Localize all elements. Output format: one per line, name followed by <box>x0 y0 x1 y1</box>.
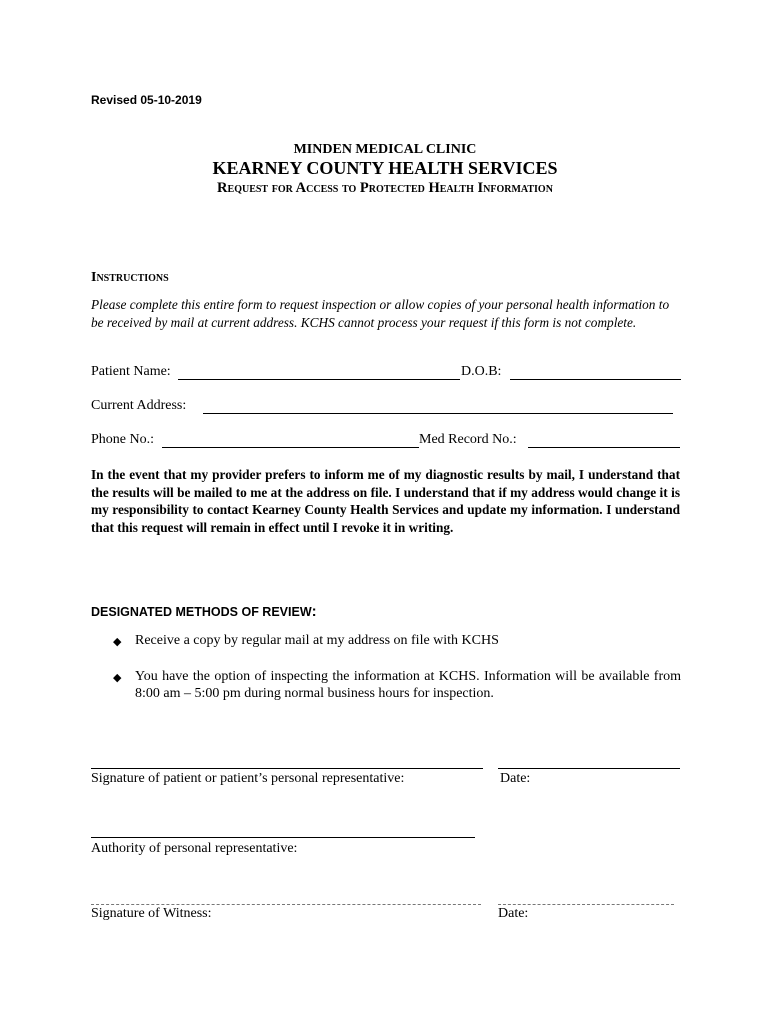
phone-row <box>91 432 681 450</box>
method-option-1[interactable] <box>113 632 121 650</box>
witness-signature-label: Signature of Witness: <box>91 906 212 921</box>
med-record-field[interactable] <box>528 447 680 448</box>
patient-signature-label: Signature of patient or patient’s personal representative: <box>91 771 405 786</box>
authority-line[interactable] <box>91 837 475 838</box>
witness-signature-line[interactable] <box>91 904 481 905</box>
dob-field[interactable] <box>510 379 681 380</box>
patient-name-row <box>91 364 681 382</box>
dob-label: D.O.B: <box>461 364 502 379</box>
phone-label: Phone No.: <box>91 432 154 447</box>
revision-date: Revised 05-10-2019 <box>91 93 202 107</box>
clinic-name: MINDEN MEDICAL CLINIC <box>293 142 477 157</box>
med-record-label: Med Record No.: <box>419 432 517 447</box>
patient-signature-line[interactable] <box>91 768 483 769</box>
patient-name-field[interactable] <box>178 379 460 380</box>
instructions-heading: Instructions <box>91 270 169 285</box>
form-title: Request for Access to Protected Health Information <box>217 180 553 196</box>
date-line-2[interactable] <box>498 904 674 905</box>
patient-name-label: Patient Name: <box>91 364 171 379</box>
methods-heading <box>91 603 317 620</box>
organization-name: KEARNEY COUNTY HEALTH SERVICES <box>212 158 558 178</box>
date-label-2: Date: <box>498 906 529 921</box>
method-option-2[interactable] <box>113 668 121 686</box>
diamond-bullet-icon: ◆ <box>113 636 122 648</box>
authority-label: Authority of personal representative: <box>91 841 298 856</box>
phone-field[interactable] <box>162 447 419 448</box>
diamond-bullet-icon: ◆ <box>113 672 122 684</box>
address-field[interactable] <box>203 413 673 414</box>
date-line-1[interactable] <box>498 768 680 769</box>
date-label-1: Date: <box>500 771 531 786</box>
instructions-text: Please complete this entire form to request inspection or allow copies of your personal health information to be received by mail at current address. KCHS cannot process your request if this form is not complete. <box>91 297 670 330</box>
address-label: Current Address: <box>91 398 187 413</box>
method-option-1-text: Receive a copy by regular mail at my address on file with KCHS <box>135 633 499 648</box>
methods-heading-colon: : <box>311 603 317 620</box>
methods-heading-text: DESIGNATED METHODS OF REVIEW <box>91 605 312 619</box>
method-option-2-text: You have the option of inspecting the information at KCHS. Information will be available from 8:00 am – 5:00 pm during normal business hours for inspection. <box>135 669 681 701</box>
consent-statement: In the event that my provider prefers to inform me of my diagnostic results by mail, I understand that the results will be mailed to me at the address on file. I understand that if my address would change it is my responsibility to contact Kearney County Health Services and update my information. I understand that this request will remain in effect until I revoke it in writing. <box>91 467 680 535</box>
address-row <box>91 398 681 416</box>
